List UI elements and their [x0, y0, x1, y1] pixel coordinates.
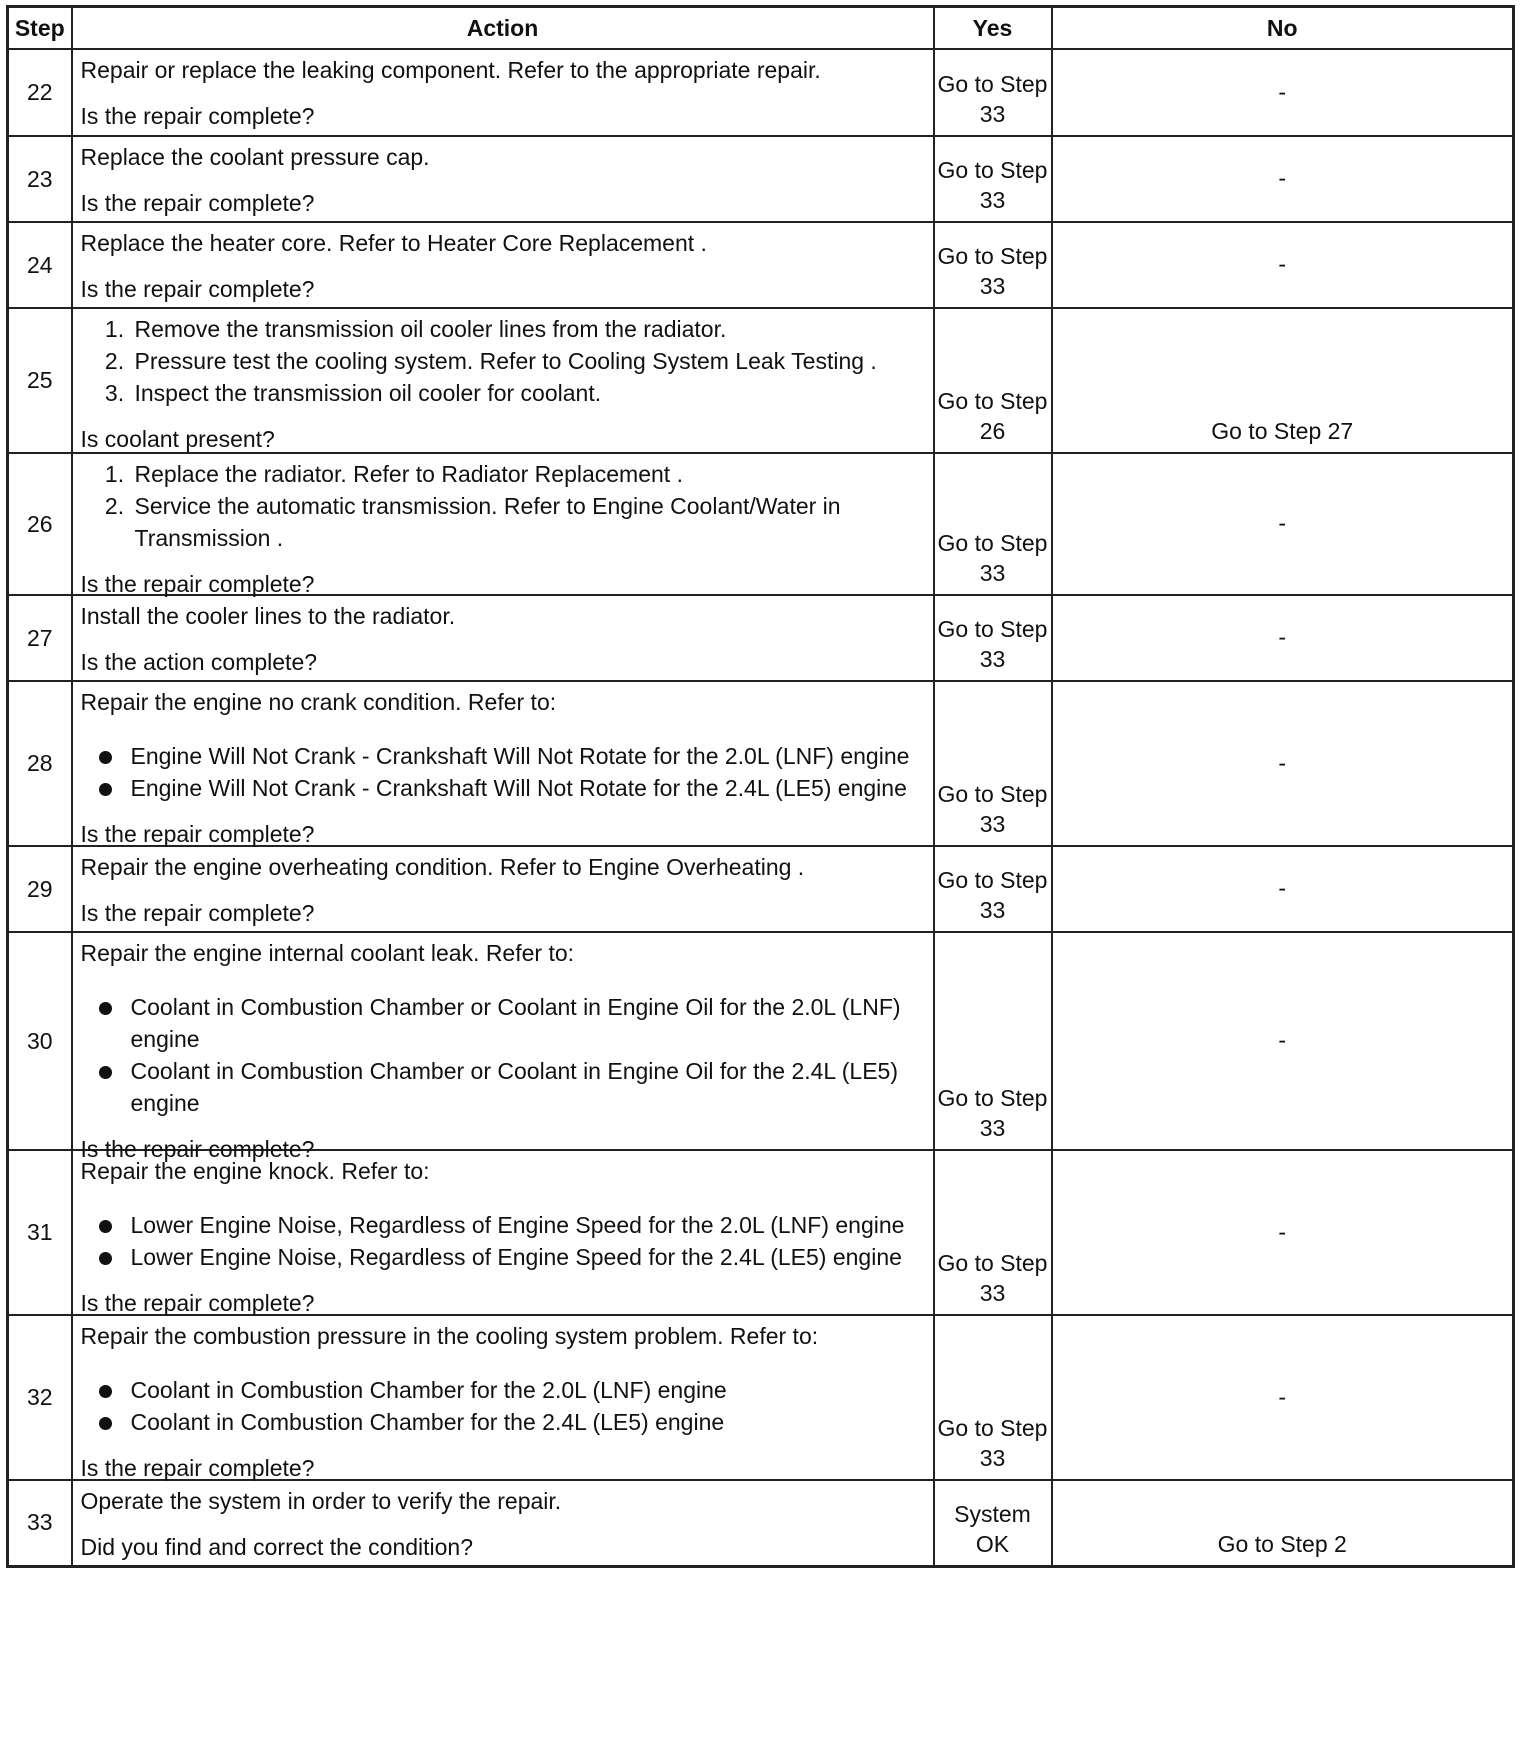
yes-cell: [934, 222, 1052, 308]
yes-cell: [934, 932, 1052, 1150]
action-instruction: Replace the heater core. Refer to Heater Core Replacement .: [80, 230, 707, 256]
action-question: Is the action complete?: [80, 649, 318, 675]
spacer: [81, 632, 925, 646]
action-cell: [72, 49, 934, 136]
action-content: [80, 458, 925, 597]
action-question: Did you find and correct the condition?: [80, 1534, 474, 1560]
header-step: Step: [8, 7, 72, 50]
no-result: -: [1278, 624, 1287, 650]
no-wrap: [1053, 682, 1513, 843]
step-number: 33: [8, 1480, 72, 1566]
spacer: [81, 259, 925, 273]
step-number: 22: [8, 49, 72, 136]
table-row: [8, 932, 1514, 1150]
header-yes: Yes: [934, 7, 1052, 50]
table-row: [8, 846, 1514, 932]
spacer: [81, 1119, 925, 1133]
yes-wrap: [935, 50, 1051, 133]
yes-cell: [934, 136, 1052, 222]
numbered-item: 2. Pressure test the cooling system. Refer to Cooling System Leak Testing .: [131, 345, 925, 377]
no-wrap: [1053, 223, 1513, 305]
action-question: Is the repair complete?: [80, 1290, 315, 1316]
step-number: 28: [8, 681, 72, 846]
action-cell: [72, 222, 934, 308]
no-wrap: [1053, 50, 1513, 133]
no-result: -: [1278, 251, 1287, 277]
action-question: Is the repair complete?: [80, 571, 315, 597]
table-row: [8, 136, 1514, 222]
spacer: [81, 804, 925, 818]
yes-wrap: [935, 137, 1051, 219]
numbered-item: 2. Service the automatic transmission. Refer to Engine Coolant/Water in Transmission .: [131, 490, 925, 554]
no-result: -: [1278, 749, 1287, 776]
step-number: 27: [8, 595, 72, 681]
no-wrap: [1053, 1151, 1513, 1312]
action-instruction: Repair the engine overheating condition. Refer to Engine Overheating .: [80, 854, 805, 880]
yes-cell: [934, 1315, 1052, 1480]
table-body: [8, 49, 1514, 1566]
action-cell: [72, 1315, 934, 1480]
action-content: [81, 313, 925, 450]
yes-wrap: [935, 1316, 1051, 1477]
numbered-list: [81, 313, 925, 409]
bullet-item: Lower Engine Noise, Regardless of Engine Speed for the 2.0L (LNF) engine: [81, 1209, 925, 1241]
no-result: -: [1278, 165, 1287, 191]
no-cell: [1052, 222, 1514, 308]
no-cell: [1052, 595, 1514, 681]
table-row: [8, 595, 1514, 681]
action-cell: [72, 595, 934, 681]
yes-result: Go to Step 33: [937, 530, 1048, 586]
no-result: -: [1278, 875, 1287, 901]
yes-result: Go to Step 33: [937, 243, 1048, 299]
action-instruction: Repair the engine internal coolant leak. Refer to:: [80, 940, 575, 966]
action-content: [80, 686, 925, 847]
spacer: [81, 554, 925, 568]
action-instruction: Operate the system in order to verify the repair.: [80, 1488, 562, 1514]
table-row: [8, 453, 1514, 595]
yes-cell: [934, 1480, 1052, 1566]
no-result: -: [1278, 78, 1287, 105]
action-content: [80, 1155, 925, 1316]
bullet-item: Coolant in Combustion Chamber for the 2.4L (LE5) engine: [81, 1406, 925, 1438]
no-cell: [1052, 1150, 1514, 1315]
header-action: Action: [72, 7, 934, 50]
action-content: [81, 54, 925, 133]
action-question: Is the repair complete?: [80, 103, 315, 129]
no-cell: [1052, 932, 1514, 1150]
no-cell: [1052, 681, 1514, 846]
yes-cell: [934, 595, 1052, 681]
yes-cell: [934, 1150, 1052, 1315]
table-row: [8, 1480, 1514, 1566]
step-number: 31: [8, 1150, 72, 1315]
action-content: [81, 600, 925, 678]
action-content: [81, 1485, 925, 1563]
no-wrap: [1053, 596, 1513, 678]
no-wrap: [1053, 137, 1513, 219]
step-number: 30: [8, 932, 72, 1150]
step-number: 25: [8, 308, 72, 453]
yes-result: Go to Step 33: [937, 71, 1048, 127]
bullet-list: [81, 1209, 925, 1273]
yes-result: Go to Step 33: [937, 616, 1048, 672]
diagnostic-table: [6, 5, 1515, 1568]
bullet-item: Coolant in Combustion Chamber for the 2.0L (LNF) engine: [81, 1374, 925, 1406]
action-instruction: Repair the engine no crank condition. Refer to:: [80, 689, 557, 715]
no-result: -: [1278, 1218, 1287, 1245]
action-content: [80, 1320, 925, 1481]
no-wrap: [1053, 454, 1513, 592]
table-row: [8, 1150, 1514, 1315]
numbered-item: 3. Inspect the transmission oil cooler for coolant.: [131, 377, 925, 409]
spacer: [81, 173, 925, 187]
header-row: [8, 7, 1514, 50]
yes-result: System OK: [954, 1501, 1031, 1557]
action-content: [81, 851, 925, 929]
action-cell: [72, 1150, 934, 1315]
yes-cell: [934, 49, 1052, 136]
step-number: 29: [8, 846, 72, 932]
action-cell: [72, 136, 934, 222]
no-wrap: [1053, 309, 1513, 450]
action-instruction: Repair the combustion pressure in the cooling system problem. Refer to:: [80, 1323, 819, 1349]
numbered-item: 1. Remove the transmission oil cooler lines from the radiator.: [131, 313, 925, 345]
action-cell: [72, 681, 934, 846]
action-cell: [72, 453, 934, 595]
no-wrap: [1053, 933, 1513, 1147]
no-cell: [1052, 1315, 1514, 1480]
action-question: Is the repair complete?: [80, 190, 315, 216]
action-instruction: Repair or replace the leaking component. Refer to the appropriate repair.: [80, 57, 821, 83]
header-no: No: [1052, 7, 1514, 50]
yes-result: Go to Step 33: [937, 1415, 1048, 1471]
spacer: [81, 1517, 925, 1531]
yes-wrap: [935, 847, 1051, 929]
bullet-item: Engine Will Not Crank - Crankshaft Will Not Rotate for the 2.0L (LNF) engine: [81, 740, 925, 772]
no-cell: [1052, 308, 1514, 453]
no-cell: [1052, 846, 1514, 932]
yes-result: Go to Step 26: [937, 388, 1048, 444]
action-instruction: Repair the engine knock. Refer to:: [80, 1158, 430, 1184]
bullet-item: Coolant in Combustion Chamber or Coolant in Engine Oil for the 2.4L (LE5) engine: [81, 1055, 925, 1119]
no-result: Go to Step 2: [1217, 1531, 1347, 1557]
yes-wrap: [935, 596, 1051, 678]
numbered-item: 1. Replace the radiator. Refer to Radiator Replacement .: [131, 458, 925, 490]
numbered-list: [81, 458, 925, 554]
spacer: [81, 86, 925, 100]
no-result: -: [1278, 1027, 1287, 1053]
action-question: Is the repair complete?: [80, 1455, 315, 1481]
yes-wrap: [935, 933, 1051, 1147]
bullet-list: [81, 740, 925, 804]
bullet-list: [81, 1374, 925, 1438]
action-content: [81, 141, 925, 219]
action-question: Is the repair complete?: [80, 276, 315, 302]
yes-cell: [934, 453, 1052, 595]
no-wrap: [1053, 1481, 1513, 1563]
no-cell: [1052, 136, 1514, 222]
bullet-item: Lower Engine Noise, Regardless of Engine Speed for the 2.4L (LE5) engine: [81, 1241, 925, 1273]
table-row: [8, 308, 1514, 453]
no-result: -: [1278, 510, 1287, 536]
action-cell: [72, 1480, 934, 1566]
step-number: 23: [8, 136, 72, 222]
table-row: [8, 222, 1514, 308]
spacer: [81, 883, 925, 897]
step-number: 32: [8, 1315, 72, 1480]
spacer: [81, 1438, 925, 1452]
yes-wrap: [935, 1481, 1051, 1563]
no-cell: [1052, 49, 1514, 136]
step-number: 24: [8, 222, 72, 308]
action-question: Is the repair complete?: [80, 1136, 315, 1162]
no-wrap: [1053, 1316, 1513, 1477]
action-content: [80, 937, 925, 1162]
bullet-item: Engine Will Not Crank - Crankshaft Will Not Rotate for the 2.4L (LE5) engine: [81, 772, 925, 804]
yes-result: Go to Step 33: [937, 867, 1048, 923]
table-row: [8, 1315, 1514, 1480]
yes-cell: [934, 681, 1052, 846]
table-row: [8, 681, 1514, 846]
no-cell: [1052, 453, 1514, 595]
no-result: -: [1278, 1383, 1287, 1410]
yes-cell: [934, 846, 1052, 932]
no-result: Go to Step 27: [1211, 418, 1354, 444]
action-instruction: Replace the coolant pressure cap.: [80, 144, 430, 170]
spacer: [81, 409, 925, 423]
action-cell: [72, 932, 934, 1162]
bullet-item: Coolant in Combustion Chamber or Coolant in Engine Oil for the 2.0L (LNF) engine: [81, 991, 925, 1055]
yes-result: Go to Step 33: [937, 781, 1048, 837]
action-instruction: Install the cooler lines to the radiator.: [80, 603, 456, 629]
yes-result: Go to Step 33: [937, 157, 1048, 213]
yes-wrap: [935, 1151, 1051, 1312]
action-cell: [72, 308, 934, 453]
action-question: Is the repair complete?: [80, 821, 315, 847]
yes-wrap: [935, 454, 1051, 592]
bullet-list: [81, 991, 925, 1119]
action-cell: [72, 846, 934, 932]
yes-result: Go to Step 33: [937, 1250, 1048, 1306]
action-question: Is coolant present?: [80, 426, 275, 452]
yes-wrap: [935, 223, 1051, 305]
no-cell: [1052, 1480, 1514, 1566]
action-content: [81, 227, 925, 305]
action-question: Is the repair complete?: [80, 900, 315, 926]
spacer: [81, 1273, 925, 1287]
yes-wrap: [935, 309, 1051, 450]
no-wrap: [1053, 847, 1513, 929]
yes-wrap: [935, 682, 1051, 843]
yes-result: Go to Step 33: [937, 1085, 1048, 1141]
yes-cell: [934, 308, 1052, 453]
step-number: 26: [8, 453, 72, 595]
table-row: [8, 49, 1514, 136]
